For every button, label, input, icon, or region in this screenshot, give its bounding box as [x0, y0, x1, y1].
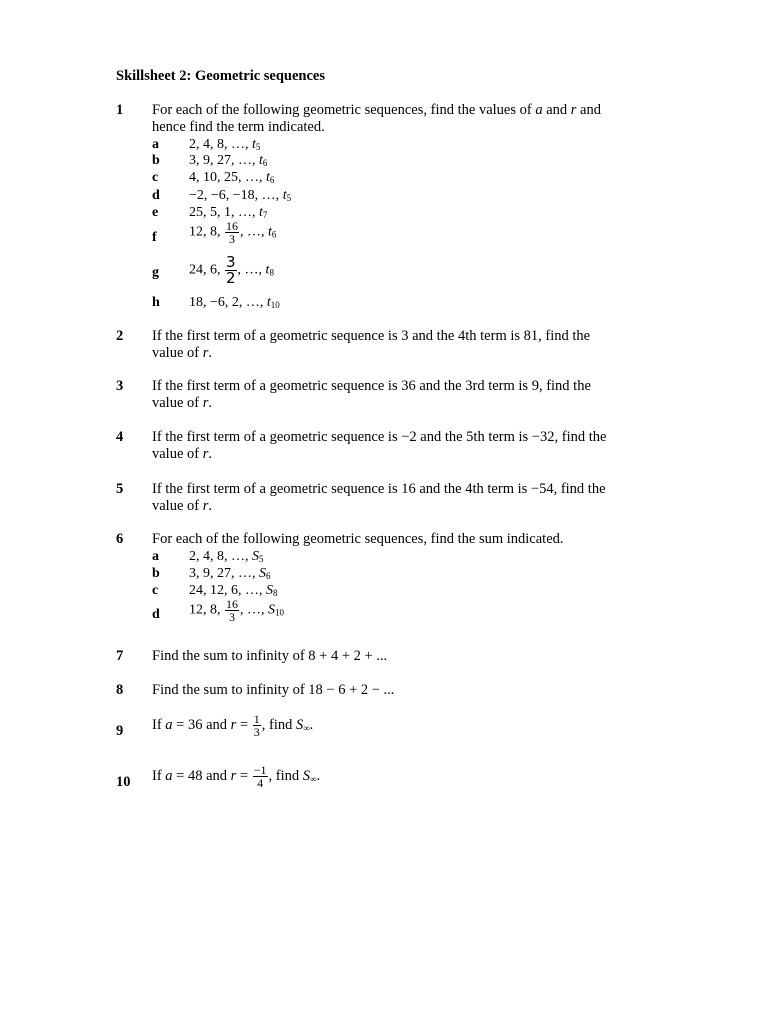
fraction-denominator: 3 — [229, 232, 235, 246]
fraction — [225, 220, 239, 245]
sequence-text: 2, 4, 8, …, — [189, 549, 252, 564]
sequence-text: , …, — [240, 602, 268, 618]
q1-part-sequence — [189, 295, 280, 311]
question-1-text — [152, 102, 652, 136]
term-subscript: 6 — [269, 175, 275, 185]
sum-symbol: S — [296, 716, 304, 733]
fraction-numerator: 3 — [226, 253, 236, 271]
question-5-text — [152, 481, 652, 515]
question-6-text: For each of the following geometric sequences, find the sum indicated. — [152, 531, 564, 547]
question-1-text-part: For each of the following geometric sequences, find the values of — [152, 102, 536, 118]
question-1-text-part: and — [576, 102, 601, 118]
sequence-text: −2, −6, −18, …, — [189, 188, 283, 203]
variable-r: r — [230, 767, 237, 784]
term-symbol: t — [259, 153, 263, 168]
q1-part-label: d — [152, 188, 160, 203]
punctuation: . — [208, 395, 213, 411]
page-title: Skillsheet 2: Geometric sequences — [116, 68, 326, 84]
term-symbol: t — [268, 224, 272, 240]
question-1-text-part: and — [542, 102, 571, 118]
term-symbol: t — [266, 295, 271, 310]
q1-part-sequence — [189, 255, 274, 286]
equals-sign: = — [236, 767, 252, 784]
variable-r: r — [202, 446, 209, 462]
q1-part-label: g — [152, 265, 159, 280]
fraction-denominator: 4 — [257, 776, 264, 790]
sequence-text: 2, 4, 8, …, — [189, 137, 252, 152]
question-3-text — [152, 378, 652, 412]
punctuation: . — [316, 767, 321, 784]
q6-part-sequence — [189, 598, 284, 623]
question-text-part: , find — [268, 767, 303, 784]
question-2-number: 2 — [116, 328, 124, 344]
sequence-text: , …, — [237, 262, 266, 278]
sequence-text: 4, 10, 25, …, — [189, 170, 266, 185]
question-7-number: 7 — [116, 648, 124, 664]
sum-subscript: 6 — [266, 571, 271, 581]
question-10-text — [152, 764, 652, 789]
q6-part-sequence — [189, 549, 264, 565]
question-4-text — [152, 429, 652, 463]
sum-symbol: S — [302, 767, 311, 784]
q1-part-sequence — [189, 137, 260, 153]
question-4-number: 4 — [116, 429, 124, 445]
punctuation: . — [309, 716, 314, 733]
sequence-text: 12, 8, — [189, 224, 224, 240]
punctuation: . — [208, 446, 213, 462]
question-6-number: 6 — [116, 531, 124, 547]
question-8-number: 8 — [116, 682, 124, 698]
q1-part-sequence — [189, 153, 267, 169]
question-text-line: value of — [152, 345, 203, 361]
sequence-text: , …, — [240, 224, 268, 240]
q6-part-label: b — [152, 566, 160, 581]
term-subscript: 5 — [255, 142, 261, 152]
sum-symbol: S — [268, 602, 275, 618]
sequence-text: 3, 9, 27, …, — [189, 153, 259, 168]
fraction-denominator: 3 — [229, 610, 235, 624]
q6-part-label: c — [152, 583, 159, 598]
term-subscript: 10 — [270, 300, 280, 310]
q6-part-label: a — [152, 549, 159, 564]
q1-part-sequence — [189, 220, 276, 245]
question-text-part: , find — [261, 716, 296, 733]
question-1-number: 1 — [116, 102, 124, 118]
q1-part-label: a — [152, 137, 159, 152]
q6-part-label: d — [152, 607, 160, 622]
question-8-text: Find the sum to infinity of 18 − 6 + 2 − ... — [152, 682, 395, 698]
question-text-line: If the first term of a geometric sequence is 3 and the 4th term is 81, find the — [152, 328, 591, 344]
sequence-text: 3, 9, 27, …, — [189, 566, 259, 581]
q1-part-label: f — [152, 230, 157, 245]
question-text-part: If — [152, 767, 166, 784]
question-9-number: 9 — [116, 723, 124, 739]
term-symbol: t — [259, 205, 263, 220]
sum-subscript: 8 — [273, 588, 278, 598]
question-2-text — [152, 328, 652, 362]
question-text-line: If the first term of a geometric sequence is −2 and the 5th term is −32, find the — [152, 429, 607, 445]
q1-part-label: e — [152, 205, 159, 220]
sequence-text: 24, 6, — [189, 262, 224, 278]
term-symbol: t — [282, 188, 287, 203]
question-text-line: value of — [152, 446, 203, 462]
sum-subscript: 10 — [275, 607, 284, 618]
q1-part-label: c — [152, 170, 159, 185]
term-subscript: 6 — [271, 229, 277, 240]
fraction-numerator: 1 — [253, 712, 260, 726]
term-symbol: t — [266, 170, 270, 185]
infinity-subscript: ∞ — [303, 722, 310, 733]
fraction — [225, 255, 237, 286]
q6-part-sequence — [189, 566, 271, 582]
variable-a: a — [165, 767, 173, 784]
sum-symbol: S — [266, 583, 273, 598]
q1-part-sequence — [189, 188, 291, 204]
variable-r: r — [570, 102, 577, 118]
term-subscript: 8 — [269, 267, 274, 278]
sequence-text: 24, 12, 6, …, — [189, 583, 266, 598]
variable-r: r — [202, 345, 209, 361]
question-3-number: 3 — [116, 378, 124, 394]
sum-symbol: S — [259, 566, 266, 581]
question-5-number: 5 — [116, 481, 124, 497]
sequence-text: 12, 8, — [189, 602, 224, 618]
punctuation: . — [208, 345, 213, 361]
term-subscript: 6 — [262, 158, 268, 168]
question-text-line: value of — [152, 395, 203, 411]
sequence-text: 25, 5, 1, …, — [189, 205, 259, 220]
variable-a: a — [165, 716, 173, 733]
punctuation: . — [208, 498, 213, 514]
variable-r: r — [202, 395, 209, 411]
question-text-line: value of — [152, 498, 203, 514]
fraction-numerator: 16 — [226, 219, 238, 233]
question-text-part: If — [152, 716, 166, 733]
question-7-text: Find the sum to infinity of 8 + 4 + 2 + ... — [152, 648, 388, 664]
fraction — [253, 713, 261, 738]
fraction — [253, 764, 268, 789]
question-text-part: = 48 and — [172, 767, 231, 784]
term-subscript: 5 — [286, 193, 292, 203]
fraction-denominator: 2 — [226, 269, 236, 287]
fraction-numerator: −1 — [253, 763, 267, 777]
variable-r: r — [202, 498, 209, 514]
q1-part-label: h — [152, 295, 160, 310]
fraction-denominator: 3 — [253, 725, 260, 739]
fraction-numerator: 16 — [226, 597, 238, 611]
term-symbol: t — [252, 137, 256, 152]
sequence-text: 18, −6, 2, …, — [189, 295, 267, 310]
sum-symbol: S — [252, 549, 259, 564]
question-1-text-part: hence find the term indicated. — [152, 119, 325, 135]
term-symbol: t — [265, 262, 270, 278]
variable-a: a — [535, 102, 543, 118]
infinity-subscript: ∞ — [310, 773, 317, 784]
q1-part-label: b — [152, 153, 160, 168]
question-text-part: = 36 and — [172, 716, 231, 733]
variable-r: r — [230, 716, 237, 733]
term-subscript: 7 — [262, 210, 268, 220]
question-9-text — [152, 713, 652, 738]
q1-part-sequence — [189, 170, 274, 186]
question-10-number: 10 — [116, 774, 131, 790]
equals-sign: = — [236, 716, 252, 733]
fraction — [225, 598, 239, 623]
sum-subscript: 5 — [259, 554, 264, 564]
question-text-line: If the first term of a geometric sequence is 16 and the 4th term is −54, find the — [152, 481, 606, 497]
question-text-line: If the first term of a geometric sequence is 36 and the 3rd term is 9, find the — [152, 378, 591, 394]
